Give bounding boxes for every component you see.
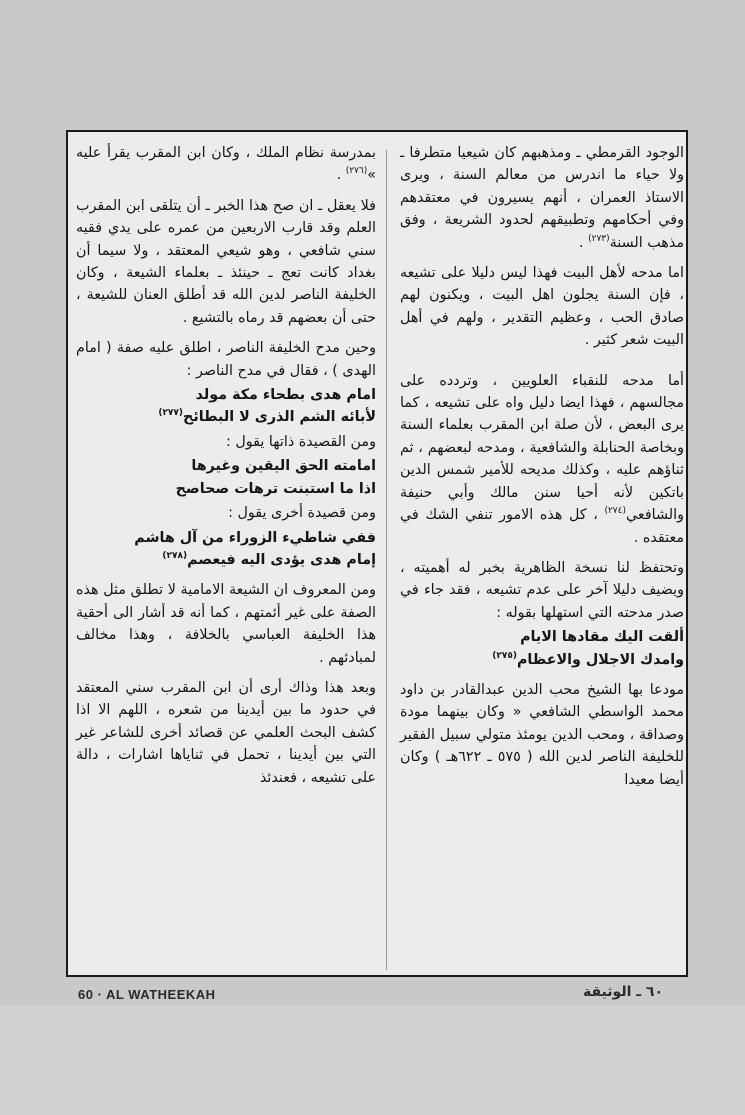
footnote-ref[interactable]: (٢٧٣) — [588, 233, 610, 244]
paragraph: وحين مدح الخليفة الناصر ، اطلق عليه صفة ( امام الهدى ) ، فقال في مدح الناصر : — [76, 340, 376, 379]
footnote-ref[interactable]: (٢٧٤) — [604, 506, 626, 517]
footnote-ref[interactable]: (٢٧٥) — [492, 650, 517, 661]
footer-magazine-name-arabic: ٦٠ ـ الوثيقة — [583, 984, 663, 1000]
footer-magazine-name-latin: 60 · AL WATHEEKAH — [78, 987, 216, 1002]
paragraph: مودعا بها الشيخ محب الدين عبدالقادر بن داود محمد الواسطي الشافعي « وكان بينهما مودة وصداقة ، ومحب الدين يومئذ متولي سبيل الفقير للخليفة الناصر لدين الله ( ٥٧٥ ـ ٦٢٢هـ ) وكان أيضا معيدا — [400, 681, 684, 788]
footnote-ref[interactable]: (٢٧٨) — [162, 551, 188, 562]
paragraph: الوجود القرمطي ـ ومذهبهم كان شيعيا متطرفا ـ ولا حياء ما اندرس من معالم السنة ، ويرى الاستاذ العمران ، أنهم يسيرون في معتقدهم وفي أحكامهم وتطبيقهم لحدود الشريعة ، وفق مذهب السنة$^{(٢٧٣)}$ . — [400, 145, 684, 251]
poem-verse: ألقت اليك مقادها الايام وامدك الاجلال والاعظام$^{(٢٧٥)}$ — [492, 629, 684, 668]
right-column — [400, 142, 684, 791]
paragraph: وتحتفظ لنا نسخة الظاهرية بخبر له أهميته ، ويضيف دليلا آخر على عدم تشيعه ، فقد جاء في صدر مدحته التي استهلها بقوله : — [400, 559, 684, 621]
left-column — [76, 142, 376, 789]
paragraph: أما مدحه للنقباء العلويين ، وتردده على مجالسهم ، فهذا ايضا دليل واه على تشيعه ، كما يرى البعض ، لأن صلة ابن المقرب بعلماء السنة وبخاصة الحنابلة والشافعية ، ومدحه لبعضهم ، ثم ثناؤهم عليه ، وكذلك مديحه للأمير شمس الدين باتكين لأنه أحيا سنن مالك وأبي حنيفة والشافعي$^{(٢٧٤)}$ ، كل هذه الامور تنفي الشك في معتقده . — [400, 372, 684, 546]
paragraph: ومن المعروف ان الشيعة الامامية لا تطلق مثل هذه الصفة على غير أئمتهم ، كما أنه قد أشار الى أحقية هذا الخليفة العباسي بالخلافة ، وهذا مخالف لمبادئهم . — [76, 582, 376, 666]
poem-verse: ففي شاطيء الزوراء من آل هاشم إمام هدى يؤدى اليه فيعصم$^{(٢٧٨)}$ — [134, 529, 376, 568]
poem-verse: امامته الحق اليقين وغيرها اذا ما استبنت ترهات صحاصح — [175, 458, 376, 497]
poem-verse: امام هدى بطحاء مكة مولد لأبائه الشم الذرى لا البطائح$^{(٢٧٧)}$ — [158, 387, 376, 426]
paragraph: ومن القصيدة ذاتها يقول : — [226, 433, 376, 450]
paragraph: ومن قصيدة أخرى يقول : — [228, 505, 376, 522]
footnote-ref[interactable]: (٢٧٦) — [345, 166, 368, 177]
paragraph: بمدرسة نظام الملك ، وكان ابن المقرب يقرأ عليه »$^{(٢٧٦)}$ . — [76, 145, 376, 184]
paragraph: اما مدحه لأهل البيت فهذا ليس دليلا على تشيعه ، فإن السنة يجلون اهل البيت ، ويكنون لهم صادق الحب ، وعظيم التقدير ، ولهم في أهل البيت شعر كثير . — [400, 265, 684, 349]
footnote-ref[interactable]: (٢٧٧) — [158, 408, 184, 419]
paragraph: وبعد هذا وذاك أرى أن ابن المقرب سني المعتقد في حدود ما بين أيدينا من شعره ، اللهم الا اذا كشف البحث العلمي عن قصائد أخرى للشاعر غير التي بين أيدينا ، تحمل في ثناياها اشارات ، دالة على تشيعه ، فعندئذ — [76, 679, 376, 786]
paragraph: فلا يعقل ـ ان صح هذا الخبر ـ أن يتلقى ابن المقرب العلم وقد قارب الاربعين من عمره على يدي فقيه سني شافعي ، وهو شيعي المعتقد ، ولا سيما أن بغداد كانت تعج ـ حينئذ ـ بعلماء الشيعة ، وكان الخليفة الناصر لدين الله قد أطلق العنان للشيعة ، حتى أن بعضهم قد رماه بالتشيع . — [76, 197, 376, 326]
page-bottom-margin — [0, 1005, 745, 1115]
column-divider — [386, 150, 387, 970]
